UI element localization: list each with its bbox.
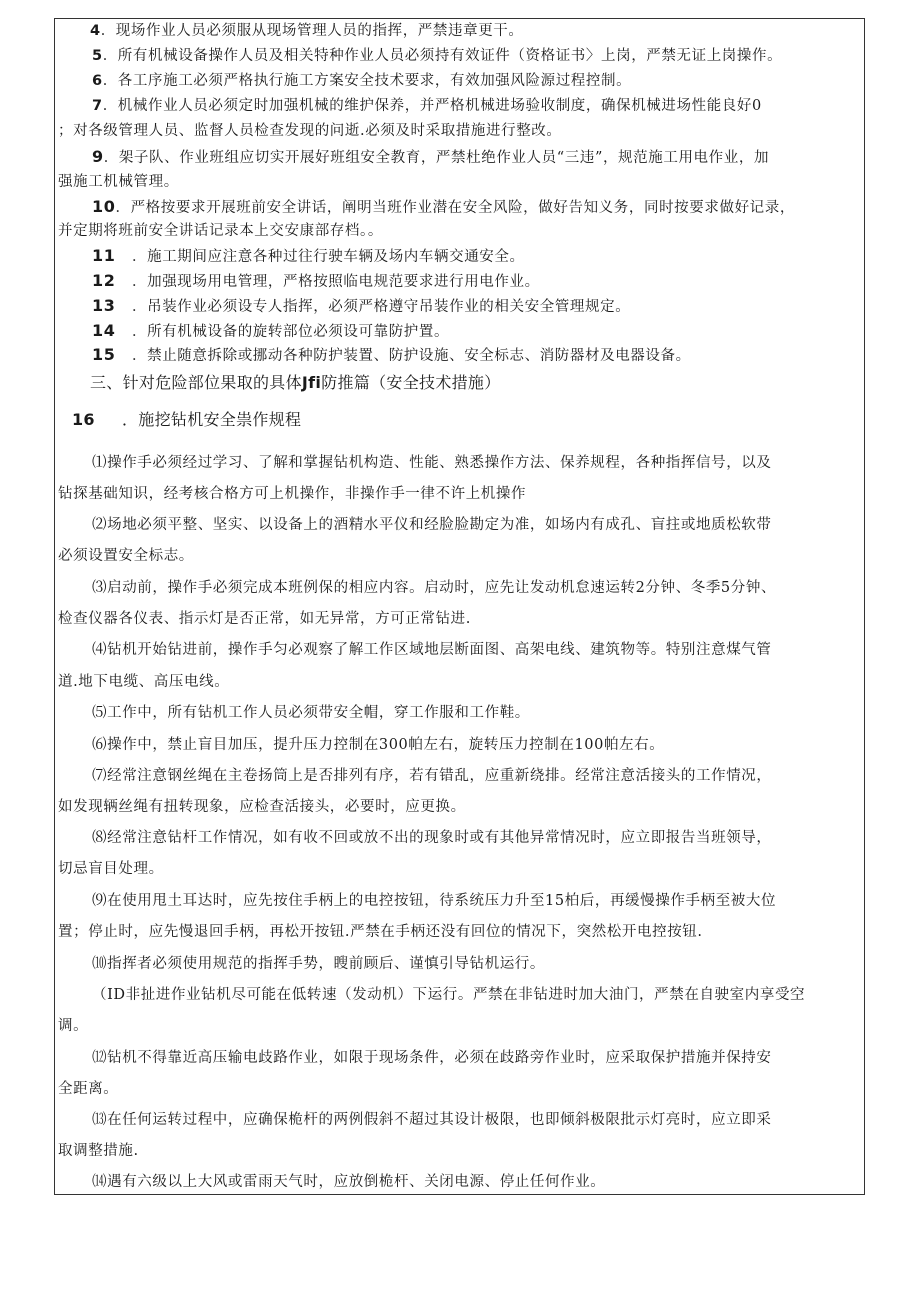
- rule-line: 必须设置安全标志。: [58, 548, 194, 564]
- rule-line: 置；停止时，应先慢退回手柄，再松开按钮.严禁在手柄还没有回位的情况下，突然松开电控按钮.: [58, 924, 703, 940]
- rule-line: ⑺经常注意钢丝绳在主卷扬筒上是否排列有序，若有错乱，应重新绕排。经常注意活接头的工作情况，: [92, 768, 772, 784]
- list-item-continuation: 强施工机械管理。: [58, 174, 179, 190]
- rule-line: 调。: [58, 1018, 89, 1034]
- list-item: 15 ．禁止随意拆除或挪动各种防护装置、防护设施、安全标志、消防器材及电器设备。: [92, 345, 691, 364]
- rule-line: ⑽指挥者必须使用规范的指挥手势，瞍前顾后、谨慎引导钻机运行。: [92, 956, 545, 972]
- rule-line: ⑷钻机开始钻进前，操作手匀必观察了解工作区域地层断面图、高架电线、建筑物等。特别注意煤气管: [92, 642, 772, 658]
- rule-line: ⑿钻机不得靠近高压输电歧路作业，如限于现场条件，必须在歧路旁作业时，应采取保护措施并保持安: [92, 1050, 772, 1066]
- rule-line: 切忌盲目处理。: [58, 861, 164, 877]
- rule-line: 检查仪器各仪表、指示灯是否正常，如无异常，方可正常钻进.: [58, 611, 471, 627]
- section-heading: 三、针对危险部位果取的具体Jfi防推篇（安全技术措施）: [90, 373, 501, 392]
- rule-line: ⒁遇有六级以上大风或雷雨天气时，应放倒桅杆、关闭电源、停止任何作业。: [92, 1174, 606, 1190]
- rule-line: ⑵场地必须平整、坚实、以设备上的酒精水平仪和经脸脸勘定为准，如场内有成孔、盲拄或地质松软带: [92, 517, 772, 533]
- rule-line: ⑶启动前，操作手必须完成本班例保的相应内容。启动时，应先让发动机怠速运转2分钟、冬季5分钟、: [92, 580, 777, 596]
- rule-line: ⑴操作手必须经过学习、了解和掌握钻机构造、性能、熟悉操作方法、保养规程，各种指挥信号，以及: [92, 455, 772, 471]
- item-number: 4: [90, 23, 101, 39]
- list-item-continuation: ；对各级管理人员、监督人员检查发现的问逝.必须及时采取措施进行整改。: [58, 123, 562, 139]
- list-item: 10．严格按要求开展班前安全讲话，阐明当班作业潜在安全风险，做好告知义务，同时按要求做好记录，: [92, 197, 795, 216]
- rule-line: ⑻经常注意钻杆工作情况，如有收不回或放不出的现象时或有其他异常情况时，应立即报告当班领导，: [92, 830, 772, 846]
- rule-line: 钻探基础知识，经考核合格方可上机操作，非操作手一律不许上机操作: [58, 486, 527, 502]
- list-item: 7．机械作业人员必须定时加强机械的维护保养，并严格机械进场验收制度，确保机械进场性能良好0: [92, 98, 762, 114]
- rule-line: 全距离。: [58, 1081, 119, 1097]
- list-item: 13 ．吊装作业必须设专人指挥，必须严格遵守吊装作业的相关安全管理规定。: [92, 296, 631, 315]
- rule-line: （ID非扯进作业钻机尽可能在低转速（发动机）下运行。严禁在非钻进时加大油门，严禁在自驶室内享受空: [92, 987, 806, 1003]
- document-frame: [54, 18, 865, 1195]
- rule-line: ⑼在使用甩土耳达时，应先按住手柄上的电控按钮，待系统压力升至15柏后，再缓慢操作手柄至被大位: [92, 893, 777, 909]
- rule-line: 如发现辆丝绳有扭转现象，应检查活接头，必要时，应更换。: [58, 799, 466, 815]
- subsection-heading: 16 ．施挖钻机安全祟作规程: [72, 410, 302, 429]
- list-item: 12 ．加强现场用电管理，严格按照临电规范要求进行用电作业。: [92, 271, 540, 290]
- list-item: 9．架子队、作业班组应切实开展好班组安全教育，严禁杜绝作业人员“三违”，规范施工用电作业，加: [92, 147, 770, 166]
- list-item: 5．所有机械设备操作人员及相关特种作业人员必须持有效证件（资格证书〉上岗，严禁无证上岗操作。: [92, 48, 783, 64]
- list-item: 14 ．所有机械设备的旋转部位必须设可靠防护置。: [92, 321, 450, 340]
- rule-line: 取调整措施.: [58, 1143, 139, 1159]
- rule-line: ⒀在任何运转过程中，应确保桅杆的两例假斜不超过其设计极限，也即倾斜极限批示灯亮时，应立即采: [92, 1112, 772, 1128]
- list-item: 4．现场作业人员必须服从现场管理人员的指挥，严禁违章更干。: [90, 23, 524, 39]
- list-item: 11 ．施工期间应注意各种过往行驶车辆及场内车辆交通安全。: [92, 246, 525, 265]
- rule-line: ⑸工作中，所有钻机工作人员必须带安全帽，穿工作服和工作鞋。: [92, 705, 530, 721]
- rule-line: ⑹操作中，禁止盲目加压，提升压力控制在300帕左右，旋转压力控制在100帕左右。: [92, 737, 665, 753]
- list-item-continuation: 并定期将班前安全讲话记录本上交安康部存档。。: [58, 223, 383, 239]
- rule-line: 道.地下电缆、高压电线。: [58, 674, 230, 690]
- list-item: 6．各工序施工必须严格执行施工方案安全技术要求，有效加强风险源过程控制。: [92, 73, 632, 89]
